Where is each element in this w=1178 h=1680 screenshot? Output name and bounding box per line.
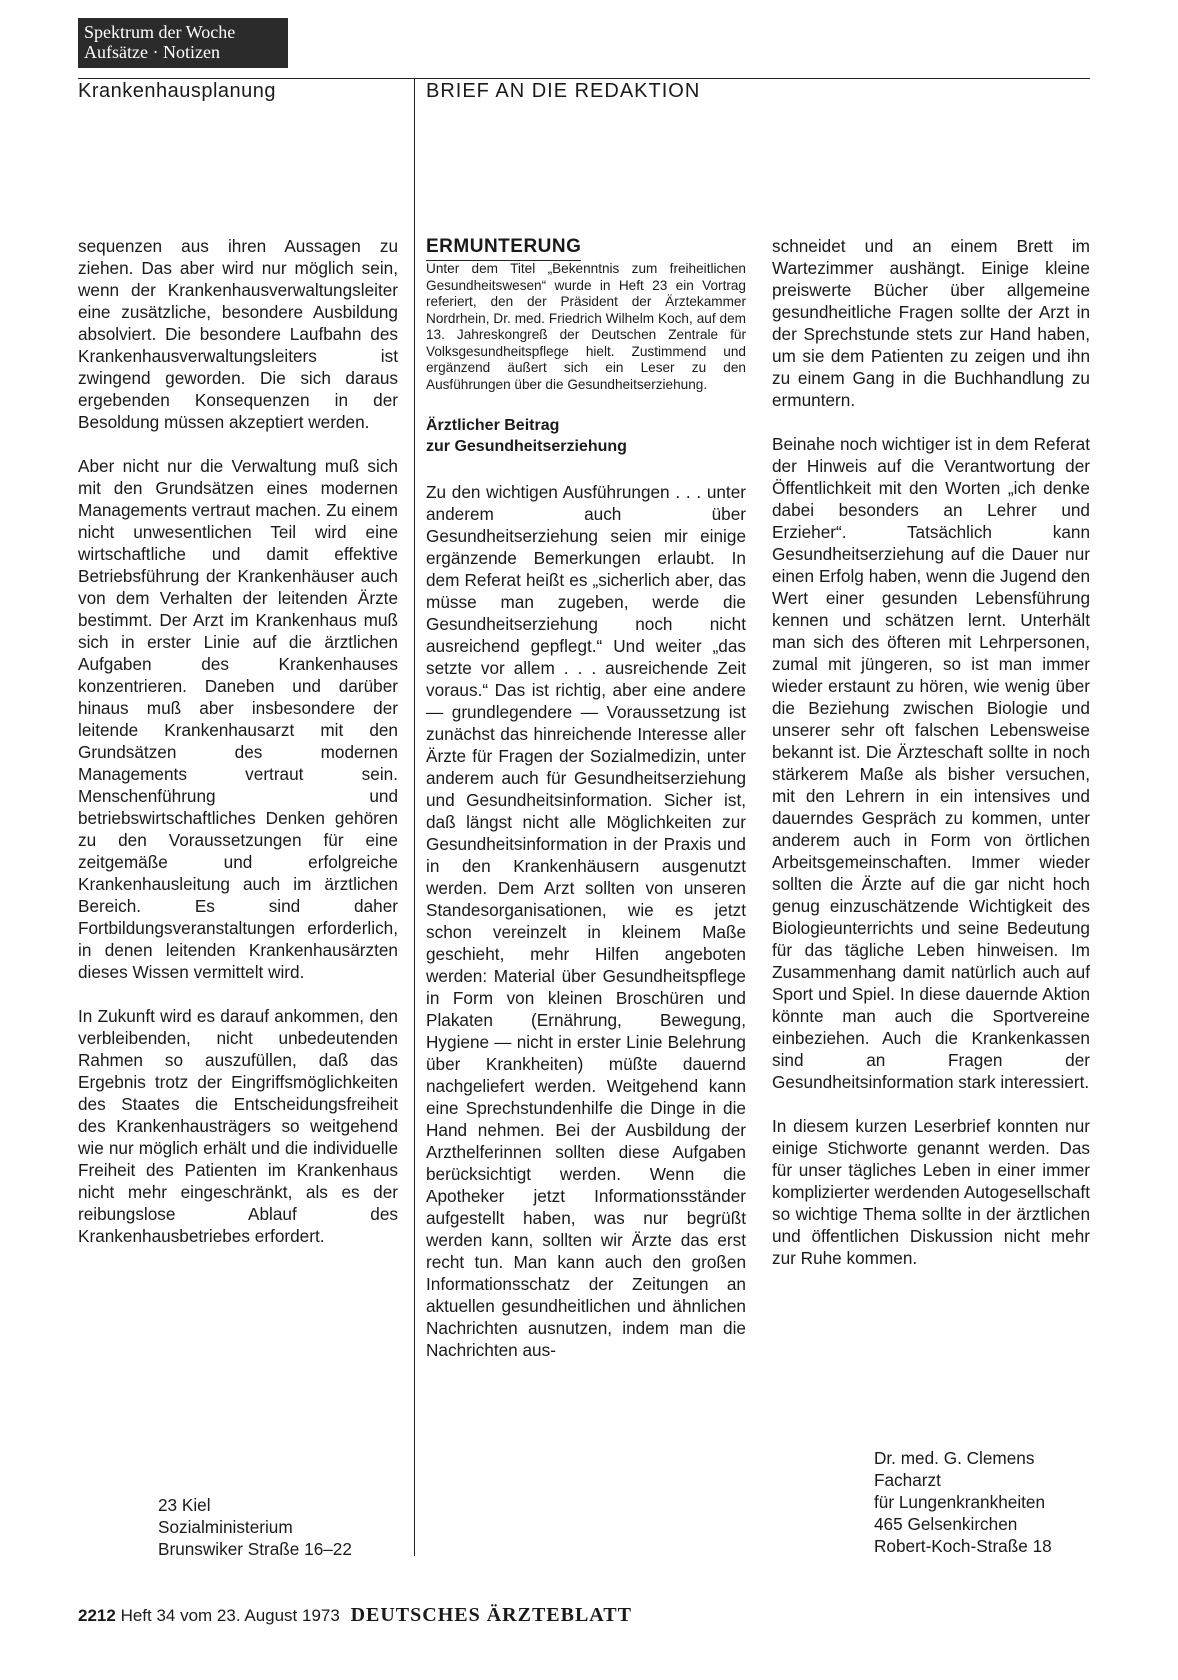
author-signature	[874, 1447, 1052, 1557]
signature-line-5: Robert-Koch-Straße 18	[874, 1536, 1052, 1556]
column-3	[772, 235, 1090, 1291]
address-line-2: Sozialministerium	[158, 1517, 293, 1537]
column-divider	[414, 78, 415, 1556]
column-1	[78, 235, 398, 1269]
author-address	[158, 1494, 352, 1560]
column-2	[426, 235, 746, 1383]
signature-line-2: Facharzt	[874, 1470, 941, 1490]
signature-line-4: 465 Gelsenkirchen	[874, 1514, 1018, 1534]
address-line-1: 23 Kiel	[158, 1495, 211, 1515]
address-line-3: Brunswiker Straße 16–22	[158, 1539, 352, 1559]
article-subheading	[426, 415, 746, 457]
col3-paragraph-1: schneidet und an einem Brett im Wartezimmer aushängt. Einige kleine preiswerte Bücher über allgemeine gesundheitliche Fragen sollte der Arzt in der Sprechstunde stets zur Hand haben, um sie dem Patienten zu zeigen und ihn zu einem Gang in die Buchhandlung zu ermuntern.	[772, 236, 1090, 410]
col1-paragraph-1: sequenzen aus ihren Aussagen zu ziehen. Das aber wird nur möglich sein, wenn der Krankenhausverwaltungsleiter eine zusätzliche, besondere Ausbildung absolviert. Die besondere Laufbahn des Krankenhausverwaltungsleiters ist zwingend geworden. Die sich daraus ergebenden Konsequenzen in der Besoldung müssen akzeptiert werden.	[78, 236, 398, 432]
subheading-line-2: zur Gesundheitserziehung	[426, 438, 627, 455]
col3-paragraph-2: Beinahe noch wichtiger ist in dem Referat der Hinweis auf die Verantwortung der Öffentlichkeit mit den Worten „ich denke dabei besonders an Lehrer und Erzieher“. Tatsächlich kann Gesundheitserziehung auf die Dauer nur einen Erfolg haben, wenn die Jugend den Wert einer gesunden Lebensführung kennen und schätzen lernt. Unterhält man sich des öfteren mit Lehrpersonen, zumal mit jüngeren, so ist man immer wieder erstaunt zu hören, wie wenig über die Beziehung zwischen Biologie und unserer sehr oft falschen Lebensweise bekannt ist. Die Ärzteschaft sollte in noch stärkerem Maße als bisher versuchen, mit den Lehrern in ein intensives und dauerndes Gespräch zu kommen, unter anderem auch in Form von örtlichen Arbeitsgemeinschaften. Immer wieder sollten die Ärzte auf die gar nicht hoch genug einzuschätzende Wichtigkeit des Biologieunterrichts und seine Bedeutung für das tägliche Leben hinweisen. Im Zusammenhang damit natürlich auch auf Sport und Spiel. In diese dauernde Aktion könnte man auch die Sportvereine einbeziehen. Auch die Krankenkassen sind an Fragen der Gesundheitsinformation stark interessiert.	[772, 434, 1090, 1092]
header-rule	[78, 78, 1090, 79]
kicker-right: BRIEF AN DIE REDAKTION	[426, 80, 701, 102]
issue-info: Heft 34 vom 23. August 1973	[120, 1606, 340, 1625]
page-footer	[78, 1604, 632, 1627]
article-title: ERMUNTERUNG	[426, 236, 581, 261]
section-label-line1: Spektrum der Woche	[84, 22, 236, 42]
section-label-box	[78, 18, 288, 68]
page-number: 2212	[78, 1606, 116, 1625]
article-lead: Unter dem Titel „Bekenntnis zum freiheitlichen Gesundheitswesen“ wurde in Heft 23 ein Vortrag referiert, den der Präsident der Ärztekammer Nordrhein, Dr. med. Friedrich Wilhelm Koch, auf dem 13. Jahreskongreß der Deutschen Zentrale für Volksgesundheitspflege hielt. Zustimmend und ergänzend äußert sich ein Leser zu den Ausführungen über die Gesundheitserziehung.	[426, 261, 746, 392]
kicker-left: Krankenhausplanung	[78, 80, 277, 102]
signature-line-3: für Lungenkrankheiten	[874, 1492, 1046, 1512]
signature-line-1: Dr. med. G. Clemens	[874, 1448, 1035, 1468]
section-label-line2: Aufsätze · Notizen	[84, 42, 220, 62]
subheading-line-1: Ärztlicher Beitrag	[426, 417, 560, 434]
col3-paragraph-3: In diesem kurzen Leserbrief konnten nur einige Stichworte genannt werden. Das für unser tägliches Leben in einer immer komplizierter werdenden Autogesellschaft so wichtige Thema sollte in der ärztlichen und öffentlichen Diskussion nicht mehr zur Ruhe kommen.	[772, 1116, 1090, 1268]
journal-name: DEUTSCHES ÄRZTEBLATT	[350, 1604, 632, 1626]
col2-body: Zu den wichtigen Ausführungen . . . unter anderem auch über Gesundheitserziehung seien mir einige ergänzende Bemerkungen erlaubt. In dem Referat heißt es „sicherlich aber, das müsse man zugeben, werde die Gesundheitserziehung noch nicht ausreichend gepflegt.“ Und weiter „das setzte vor allem . . . ausreichende Zeit voraus.“ Das ist richtig, aber eine andere — grundlegendere — Voraussetzung ist zunächst das hinreichende Interesse aller Ärzte für Fragen der Sozialmedizin, unter anderem auch für Gesundheitserziehung und Gesundheitsinformation. Sicher ist, daß längst nicht alle Möglichkeiten zur Gesundheitsinformation in der Praxis und in den Krankenhäusern ausgenutzt werden. Dem Arzt sollten von unseren Standesorganisationen, wie es jetzt schon vereinzelt in kleinem Maße geschieht, mehr Hilfen angeboten werden: Material über Gesundheitspflege in Form von kleinen Broschüren und Plakaten (Ernährung, Bewegung, Hygiene — nicht in erster Linie Belehrung über Krankheiten) müßte dauernd nachgeliefert werden. Weitgehend kann eine Sprechstundenhilfe die Dinge in die Hand nehmen. Bei der Ausbildung der Arzthelferinnen sollten diese Aufgaben berücksichtigt werden. Wenn die Apotheker jetzt Informationsständer aufgestellt haben, was nur begrüßt werden kann, sollten wir Ärzte das erst recht tun. Man kann auch den großen Informationsschatz der Zeitungen an aktuellen gesundheitlichen und ähnlichen Nachrichten ausnutzen, indem man die Nachrichten aus-	[426, 482, 746, 1360]
col1-paragraph-2: Aber nicht nur die Verwaltung muß sich mit den Grundsätzen eines modernen Managements vertraut machen. Zu einem nicht unwesentlichen Teil wird eine wirtschaftliche und damit effektive Betriebsführung der Krankenhäuser auch von dem Verhalten der leitenden Ärzte bestimmt. Der Arzt im Krankenhaus muß sich in erster Linie auf die ärztlichen Aufgaben des Krankenhauses konzentrieren. Daneben und darüber hinaus muß aber insbesondere der leitende Krankenhausarzt mit den Grundsätzen des modernen Managements vertraut sein. Menschenführung und betriebswirtschaftliches Denken gehören zu den Voraussetzungen für eine zeitgemäße und erfolgreiche Krankenhausleitung auch im ärztlichen Bereich. Es sind daher Fortbildungsveranstaltungen erforderlich, in denen leitenden Krankenhausärzten dieses Wissen vermittelt wird.	[78, 456, 398, 982]
col1-paragraph-3: In Zukunft wird es darauf ankommen, den verbleibenden, nicht unbedeutenden Rahmen so auszufüllen, daß das Ergebnis trotz der Eingriffsmöglichkeiten des Staates die Entscheidungsfreiheit des Krankenhausträgers so weitgehend wie nur möglich erhält und die individuelle Freiheit des Patienten im Krankenhaus nicht mehr eingeschränkt, als es der reibungslose Ablauf des Krankenhausbetriebes erfordert.	[78, 1006, 398, 1246]
